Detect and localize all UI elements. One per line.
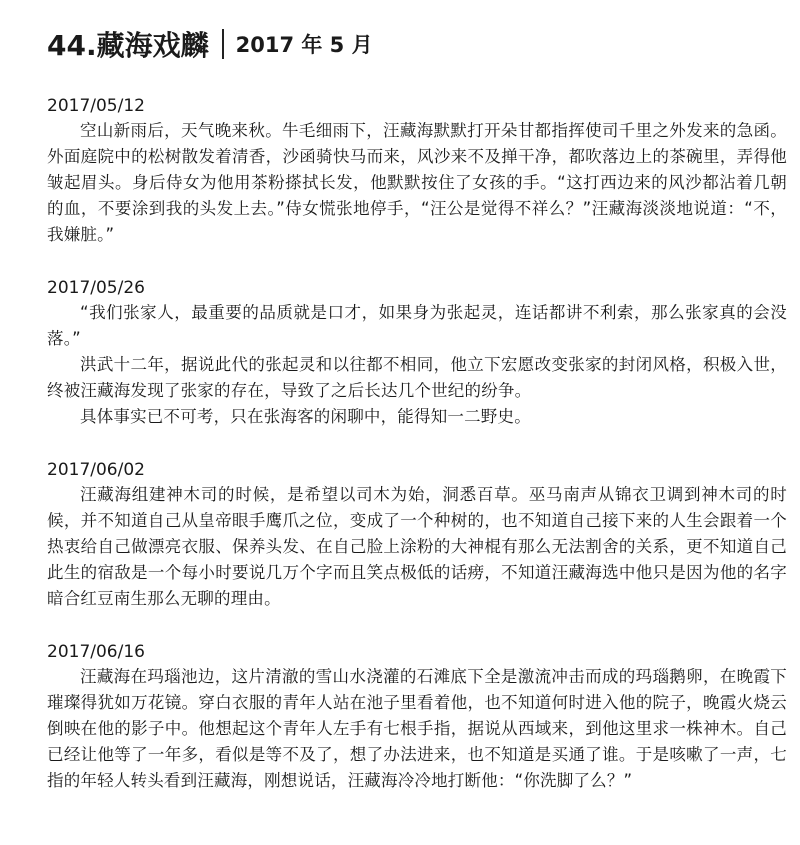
- page-date: 2017 年 5 月: [235, 33, 373, 57]
- page-header: [47, 24, 373, 64]
- diary-entry: [47, 458, 787, 612]
- entry-paragraph: 空山新雨后，天气晚来秋。牛毛细雨下，汪藏海默默打开朵甘都指挥使司千里之外发来的急函。外面庭院中的松树散发着清香，沙函骑快马而来，风沙来不及掸干净，都吹落边上的茶碗里，弄得他皱起眉头。身后侍女为他用茶粉搽拭长发，他默默按住了女孩的手。“这打西边来的风沙都沾着几朝的血，不要涂到我的头发上去。”侍女慌张地停手，“汪公是觉得不祥么？”汪藏海淡淡地说道：“不，我嫌脏。”: [47, 121, 787, 244]
- diary-entry: [47, 640, 787, 794]
- diary-entries: [47, 94, 787, 794]
- title-divider: [222, 29, 224, 59]
- page-title: 44.藏海戏麟: [47, 29, 209, 62]
- entry-paragraph: 汪藏海组建神木司的时候，是希望以司木为始，洞悉百草。巫马南声从锦衣卫调到神木司的时候，并不知道自己从皇帝眼手鹰爪之位，变成了一个种树的，也不知道自己接下来的人生会跟着一个热衷给自己做漂亮衣服、保养头发、在自己脸上涂粉的大神棍有那么无法割舍的关系，更不知道自己此生的宿敌是一个每小时要说几万个字而且笑点极低的话痨，不知道汪藏海选中他只是因为他的名字暗合红豆南生那么无聊的理由。: [47, 485, 787, 608]
- diary-entry: [47, 94, 787, 248]
- entry-paragraph: “我们张家人，最重要的品质就是口才，如果身为张起灵，连话都讲不利索，那么张家真的会没落。”: [47, 303, 787, 348]
- entry-paragraph: 具体事实已不可考，只在张海客的闲聊中，能得知一二野史。: [80, 407, 531, 426]
- entry-paragraph: 洪武十二年，据说此代的张起灵和以往都不相同，他立下宏愿改变张家的封闭风格，积极入世，终被汪藏海发现了张家的存在，导致了之后长达几个世纪的纷争。: [47, 355, 787, 400]
- entry-date: 2017/05/26: [47, 278, 145, 298]
- entry-date: 2017/05/12: [47, 96, 145, 116]
- entry-date: 2017/06/16: [47, 642, 145, 662]
- entry-paragraph: 汪藏海在玛瑙池边，这片清澈的雪山水浇灌的石滩底下全是激流冲击而成的玛瑙鹅卵，在晚霞下璀璨得犹如万花镜。穿白衣服的青年人站在池子里看着他，也不知道何时进入他的院子，晚霞火烧云倒映在他的影子中。他想起这个青年人左手有七根手指，据说从西域来，到他这里求一株神木。自己已经让他等了一年多，看似是等不及了，想了办法进来，也不知道是买通了谁。于是咳嗽了一声，七指的年轻人转头看到汪藏海，刚想说话，汪藏海冷冷地打断他：“你洗脚了么？”: [47, 667, 787, 790]
- diary-entry: [47, 276, 787, 430]
- entry-date: 2017/06/02: [47, 460, 145, 480]
